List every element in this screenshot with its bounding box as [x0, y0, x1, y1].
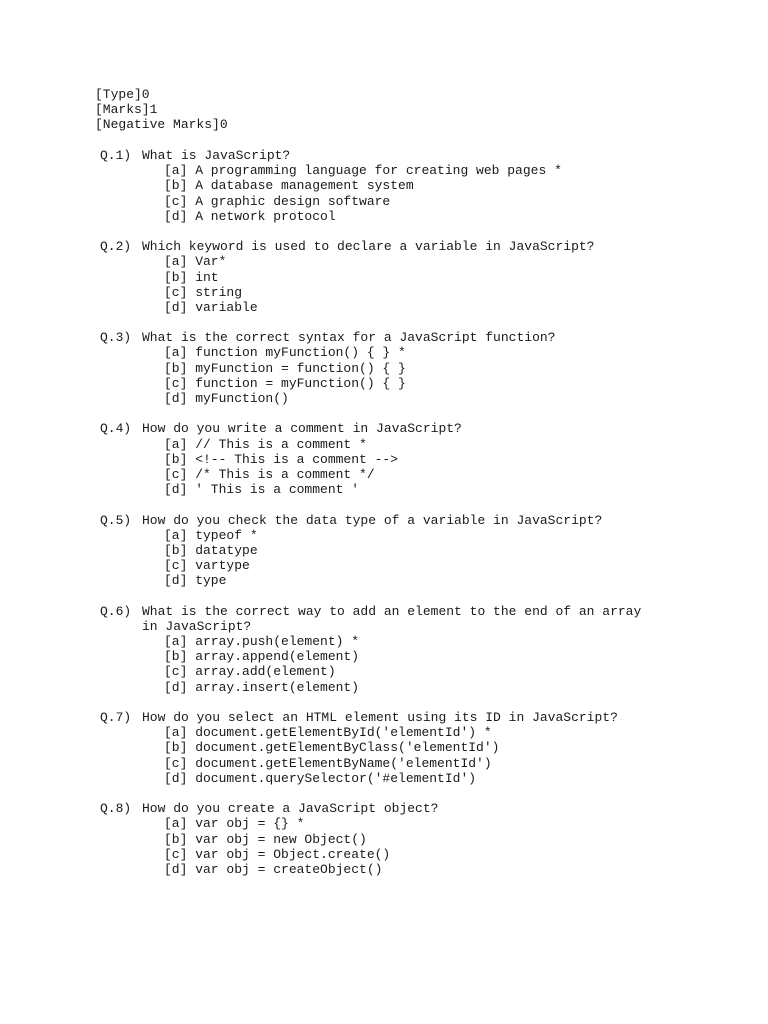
question-number: Q.5): [100, 512, 132, 528]
option-c: [c] function = myFunction() { }: [164, 375, 406, 391]
question-number: Q.8): [100, 801, 132, 817]
question-4: [100, 421, 740, 497]
question-text: How do you select an HTML element using its ID in JavaScript?: [142, 710, 618, 726]
option-b: [b] datatype: [164, 542, 258, 558]
option-a: [a] // This is a comment *: [164, 436, 367, 452]
option-d: [d] array.insert(element): [164, 679, 360, 695]
question-6: [100, 604, 740, 695]
option-d: [d] document.querySelector('#elementId'): [164, 770, 477, 786]
quiz-header: [95, 87, 228, 133]
option-a: [a] var obj = {} *: [164, 816, 305, 832]
option-d: [d] ' This is a comment ': [164, 482, 360, 498]
option-b: [b] myFunction = function() { }: [164, 360, 406, 376]
question-8: [100, 801, 740, 877]
option-a: [a] array.push(element) *: [164, 634, 360, 650]
question-text: How do you check the data type of a variable in JavaScript?: [142, 512, 603, 528]
question-text: What is the correct way to add an element to the end of an array in JavaScript?: [142, 603, 650, 634]
option-d: [d] variable: [164, 299, 258, 315]
question-number: Q.4): [100, 421, 132, 437]
option-a: [a] function myFunction() { } *: [164, 345, 406, 361]
question-number: Q.3): [100, 330, 132, 346]
option-b: [b] var obj = new Object(): [164, 831, 367, 847]
option-b: [b] int: [164, 269, 219, 285]
option-d: [d] type: [164, 573, 227, 589]
option-c: [c] vartype: [164, 558, 250, 574]
question-text: Which keyword is used to declare a variable in JavaScript?: [142, 239, 595, 255]
type-line: [Type]0: [95, 87, 150, 102]
option-b: [b] <!-- This is a comment -->: [164, 451, 399, 467]
option-c: [c] string: [164, 284, 243, 300]
option-b: [b] document.getElementByClass('elementId'): [164, 740, 500, 756]
question-text: How do you write a comment in JavaScript?: [142, 421, 462, 437]
question-number: Q.1): [100, 148, 132, 163]
question-1: [100, 148, 740, 224]
question-number: Q.2): [100, 239, 132, 255]
option-c: [c] array.add(element): [164, 664, 336, 680]
option-b: [b] array.append(element): [164, 649, 360, 665]
option-c: [c] document.getElementByName('elementId'): [164, 755, 492, 771]
question-text: How do you create a JavaScript object?: [142, 801, 439, 817]
question-number: Q.6): [100, 603, 132, 619]
option-b: [b] A database management system: [164, 178, 414, 194]
option-c: [c] /* This is a comment */: [164, 467, 375, 482]
question-text: What is the correct syntax for a JavaScript function?: [142, 330, 556, 346]
marks-line: [Marks]1: [95, 102, 158, 118]
question-number: Q.7): [100, 710, 132, 726]
option-a: [a] Var*: [164, 254, 227, 270]
option-d: [d] myFunction(): [164, 391, 289, 407]
negative-marks-line: [Negative Marks]0: [95, 117, 228, 133]
question-5: [100, 513, 740, 589]
option-c: [c] A graphic design software: [164, 193, 391, 209]
question-text: What is JavaScript?: [142, 148, 291, 163]
option-d: [d] A network protocol: [164, 208, 336, 224]
option-c: [c] var obj = Object.create(): [164, 846, 391, 862]
option-a: [a] typeof *: [164, 527, 258, 543]
option-a: [a] document.getElementById('elementId') *: [164, 725, 492, 741]
option-d: [d] var obj = createObject(): [164, 861, 383, 877]
question-3: [100, 330, 740, 406]
question-7: [100, 710, 740, 786]
option-a: [a] A programming language for creating web pages *: [164, 163, 562, 179]
question-list: [100, 148, 740, 892]
question-2: [100, 239, 740, 315]
